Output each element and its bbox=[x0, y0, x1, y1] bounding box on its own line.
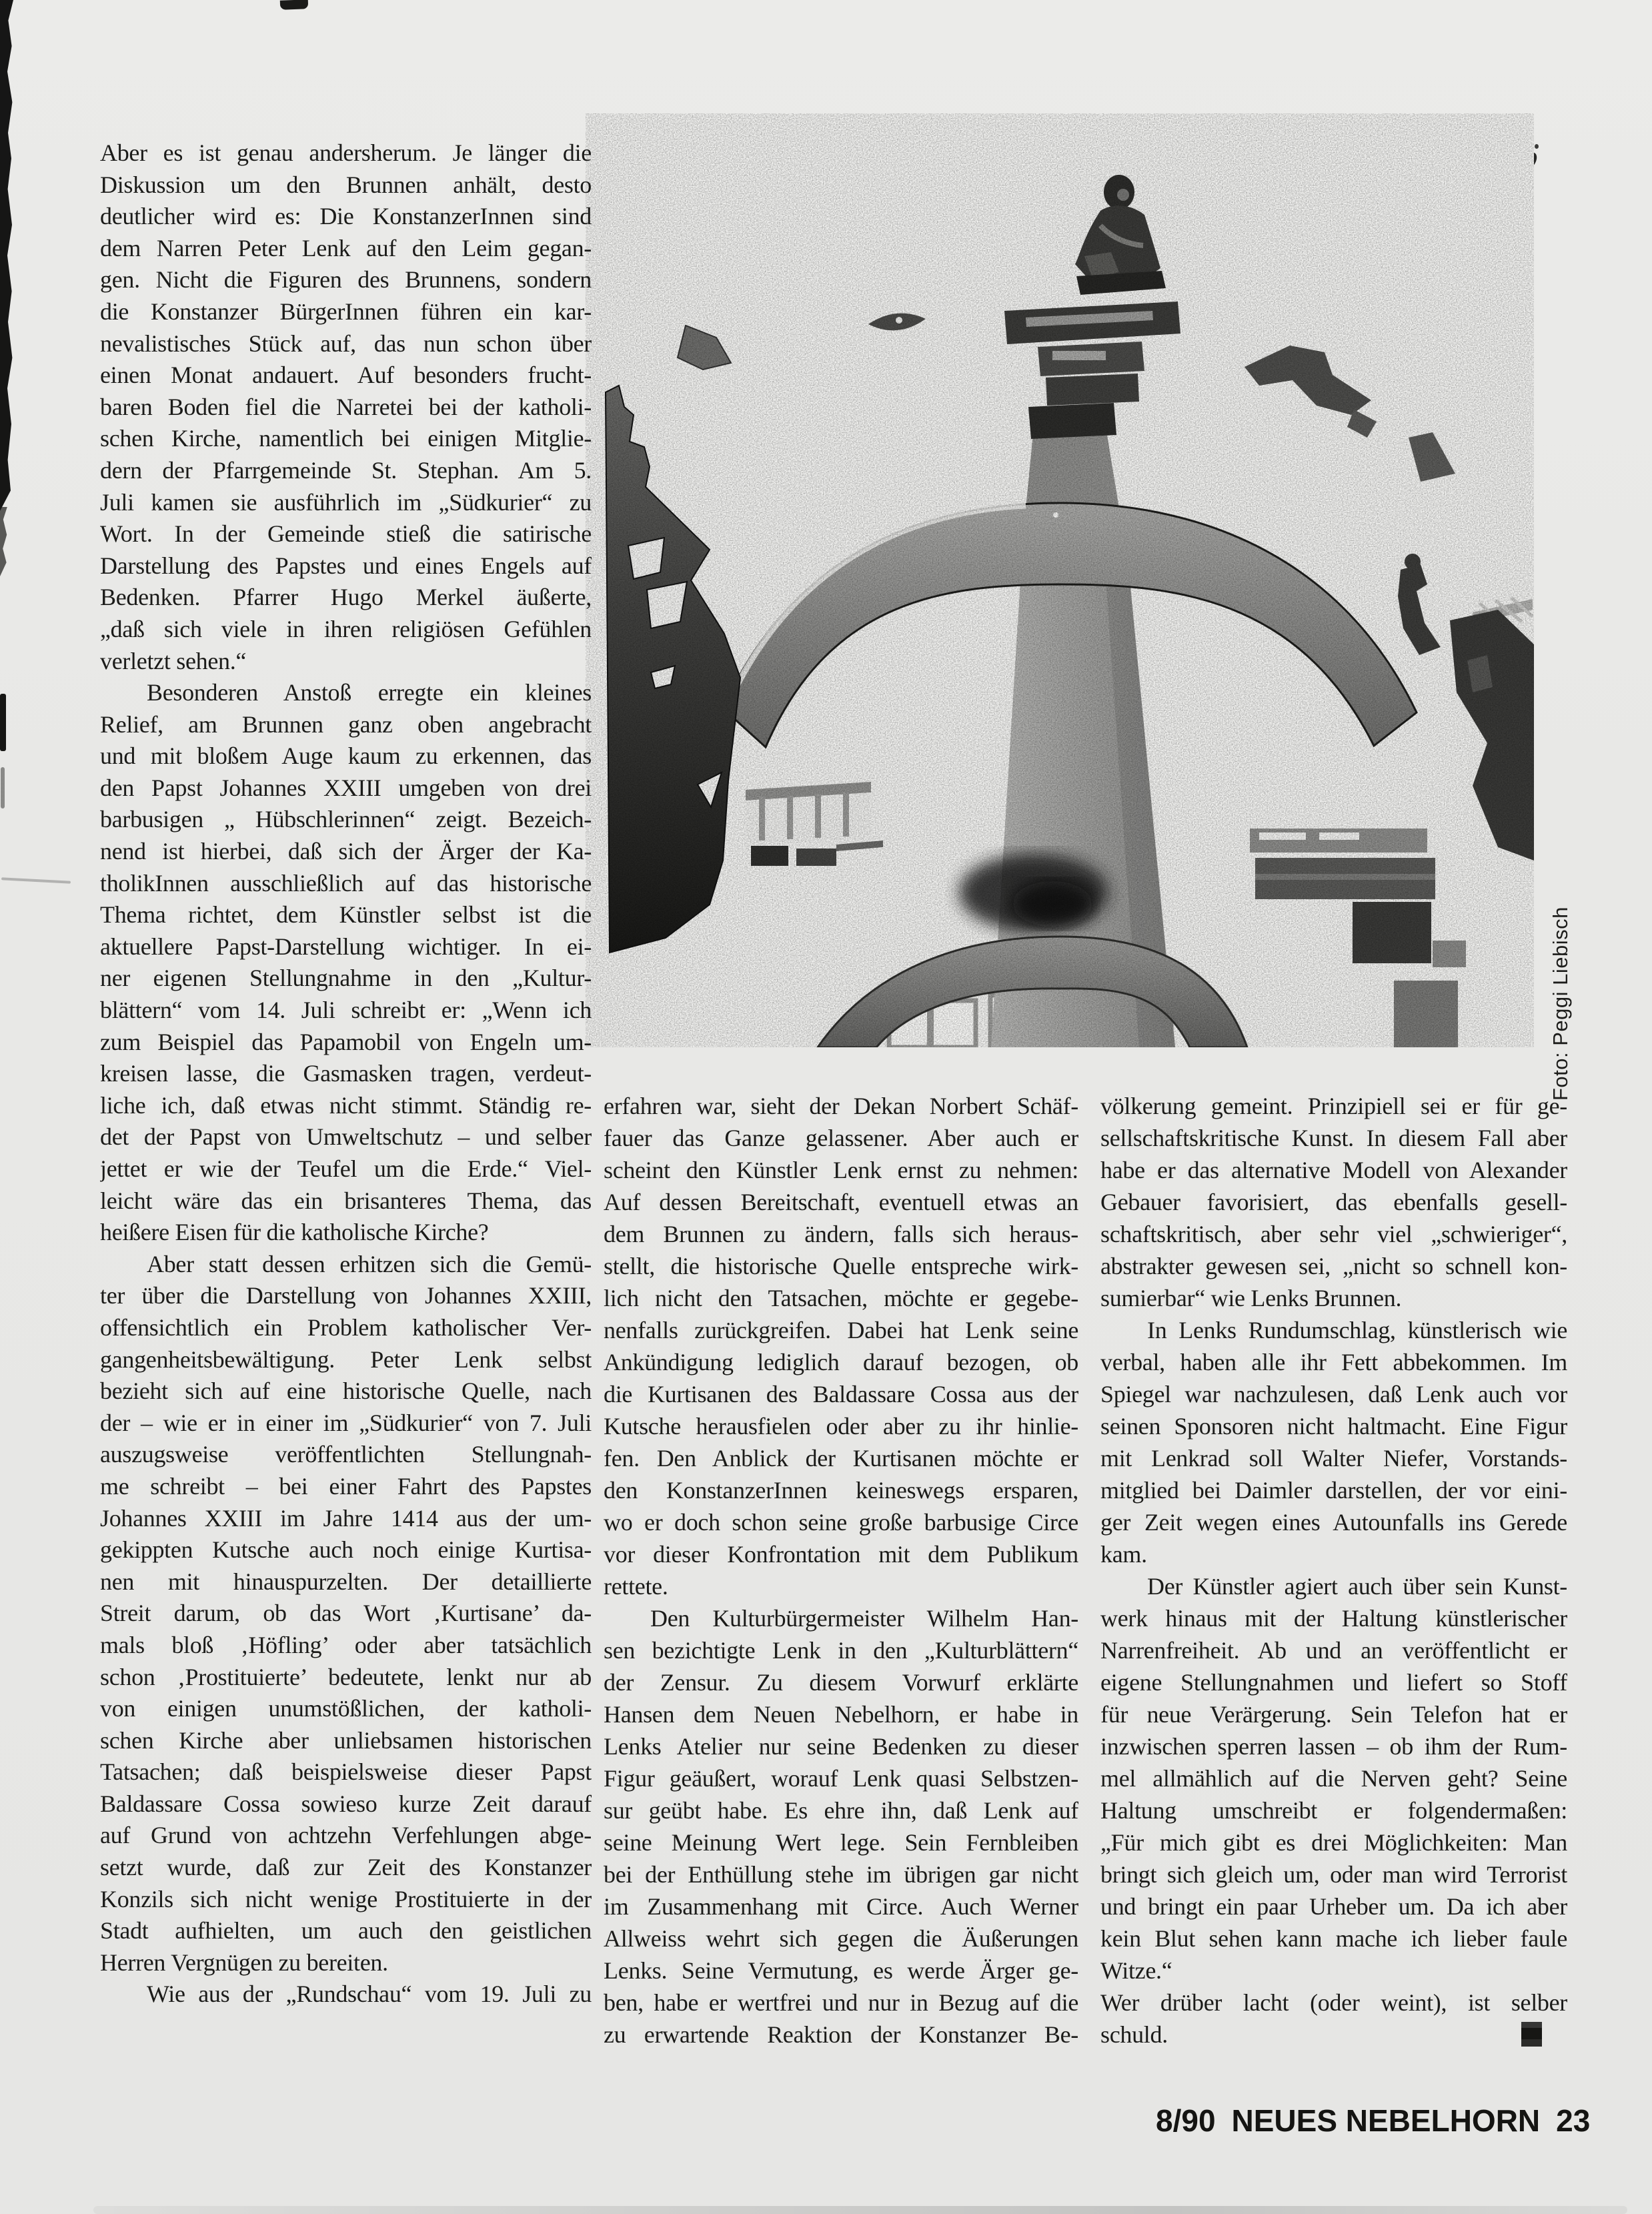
fountain-photo bbox=[586, 113, 1534, 1047]
scan-scratch-artifact bbox=[1, 877, 71, 883]
text-line: mel allmählich auf die Nerven geht? Seine bbox=[1100, 1765, 1567, 1792]
text-line: blättern“ vom 14. Juli schreibt er: „Wenn ich bbox=[100, 997, 592, 1024]
text-line: Johannes XXIII im Jahre 1414 aus der um- bbox=[100, 1504, 592, 1532]
text-line: leicht wäre das ein brisanteres Thema, das bbox=[100, 1187, 592, 1214]
article-column-3 bbox=[1100, 1090, 1567, 2051]
text-line: schen Kirche aber unliebsamen historischen bbox=[100, 1726, 592, 1754]
text-line: auszugsweise veröffentlichten Stellungnah- bbox=[100, 1441, 592, 1468]
text-line: baren Boden fiel die Narretei bei der katholi- bbox=[100, 393, 592, 420]
text-line: nen mit hinauspurzelten. Der detaillierte bbox=[100, 1568, 592, 1595]
photo-credit: Foto: Peggi Liebisch bbox=[1549, 907, 1572, 1101]
text-line: auf Grund von achtzehn Verfehlungen abge- bbox=[100, 1822, 592, 1849]
text-line: jettet er wie der Teufel um die Erde.“ Viel- bbox=[100, 1155, 592, 1182]
text-line: Juli kamen sie ausführlich im „Südkurier“ zu bbox=[100, 488, 592, 516]
text-line: lich nicht den Tatsachen, möchte er gegebe- bbox=[604, 1285, 1078, 1311]
footer-magazine-title: NEUES NEBELHORN bbox=[1231, 2103, 1541, 2138]
text-line: mit Lenkrad soll Walter Niefer, Vorstands- bbox=[1100, 1445, 1567, 1472]
text-line: ner eigenen Stellungnahme in den „Kultur- bbox=[100, 965, 592, 992]
text-line: Tatsachen; daß beispielsweise dieser Papst bbox=[100, 1758, 592, 1786]
text-line: fauer das Ganze gelassener. Aber auch er bbox=[604, 1125, 1078, 1151]
text-line: Kutsche herausfielen oder aber zu ihr hinlie- bbox=[604, 1413, 1078, 1440]
text-line: ter über die Darstellung von Johannes XXIII, bbox=[100, 1282, 592, 1309]
text-line: sellschaftskritische Kunst. In diesem Fall aber bbox=[1100, 1125, 1567, 1151]
text-line: Wer drüber lacht (oder weint), ist selber bbox=[1100, 1989, 1567, 2016]
text-line: tholikInnen ausschließlich auf das historische bbox=[100, 869, 592, 897]
text-line: dem Brunnen zu ändern, falls sich heraus- bbox=[604, 1221, 1078, 1247]
text-line: Herren Vergnügen zu bereiten. bbox=[100, 1949, 388, 1976]
text-line: Narrenfreiheit. Ab und an veröffentlicht er bbox=[1100, 1637, 1567, 1664]
text-line: fen. Den Anblick der Kurtisanen möchte er bbox=[604, 1445, 1078, 1472]
text-line: der – wie er in einer im „Südkurier“ von 7. Juli bbox=[100, 1409, 592, 1436]
text-line: ger Zeit wegen eines Autounfalls ins Gerede bbox=[1100, 1509, 1567, 1536]
text-line: inzwischen sperren lassen – ob ihm der Rum- bbox=[1100, 1733, 1567, 1760]
text-line: sumierbar“ wie Lenks Brunnen. bbox=[1100, 1285, 1402, 1311]
text-line: scheint den Künstler Lenk ernst zu nehmen: bbox=[604, 1157, 1078, 1183]
text-line: me schreibt – bei einer Fahrt des Papstes bbox=[100, 1472, 592, 1500]
text-line: Hansen dem Neuen Nebelhorn, er habe in bbox=[604, 1701, 1078, 1728]
text-line: Relief, am Brunnen ganz oben angebracht bbox=[100, 710, 592, 738]
text-line: habe er das alternative Modell von Alexander bbox=[1100, 1157, 1567, 1183]
scan-edge-artifact bbox=[0, 507, 8, 576]
text-line: Auf dessen Bereitschaft, eventuell etwas an bbox=[604, 1189, 1078, 1215]
text-line: Baldassare Cossa sowieso kurze Zeit darauf bbox=[100, 1790, 592, 1817]
text-line: Thema richtet, dem Künstler selbst ist die bbox=[100, 901, 592, 929]
article-column-1 bbox=[100, 137, 592, 2011]
text-line: die Kurtisanen des Baldassare Cossa aus der bbox=[604, 1381, 1078, 1408]
text-line: Der Künstler agiert auch über sein Kunst- bbox=[1147, 1573, 1567, 1600]
photo-grain bbox=[586, 113, 1534, 1047]
scan-edge-artifact bbox=[0, 694, 6, 751]
text-line: abstrakter gewesen sei, „nicht so schnell kon- bbox=[1100, 1253, 1567, 1279]
text-line: zu erwartende Reaktion der Konstanzer Be- bbox=[604, 2021, 1078, 2048]
text-line: schen Kirche, namentlich bei einigen Mitglie- bbox=[100, 425, 592, 452]
scan-edge-artifact bbox=[280, 0, 308, 10]
text-line: Den Kulturbürgermeister Wilhelm Han- bbox=[650, 1605, 1078, 1632]
text-line: bezieht sich auf eine historische Quelle, nach bbox=[100, 1377, 592, 1405]
text-line: Figur geäußert, worauf Lenk quasi Selbstzen- bbox=[604, 1765, 1078, 1792]
page-footer bbox=[1156, 2103, 1591, 2139]
text-line: mitglied bei Daimler darstellen, der vor eini- bbox=[1100, 1477, 1567, 1504]
text-line: eigene Stellungnahmen und liefert so Stoff bbox=[1100, 1669, 1567, 1696]
text-line: setzt wurde, daß zur Zeit des Konstanzer bbox=[100, 1854, 592, 1881]
footer-page-number: 23 bbox=[1556, 2103, 1591, 2138]
text-line: gekippten Kutsche auch noch einige Kurtisa- bbox=[100, 1536, 592, 1564]
text-line: seinen Sponsoren nicht haltmacht. Eine Figur bbox=[1100, 1413, 1567, 1440]
text-line: Diskussion um den Brunnen anhält, desto bbox=[100, 171, 592, 198]
article-column-2 bbox=[604, 1090, 1078, 2051]
text-line: Aber es ist genau andersherum. Je länger die bbox=[100, 139, 592, 166]
text-line: Lenks. Seine Vermutung, es werde Ärger ge- bbox=[604, 1957, 1078, 1984]
text-line: kreisen lasse, die Gasmasken tragen, verdeut- bbox=[100, 1060, 592, 1087]
text-line: Allweiss wehrt sich gegen die Äußerungen bbox=[604, 1925, 1078, 1952]
text-line: aktuellere Papst-Darstellung wichtiger. In ei- bbox=[100, 933, 592, 960]
text-line: völkerung gemeint. Prinzipiell sei er für ge- bbox=[1100, 1093, 1567, 1119]
text-line: schon ‚Prostituierte’ bedeutete, lenkt nur ab bbox=[100, 1663, 592, 1690]
text-line: zum Beispiel das Papamobil von Engeln um- bbox=[100, 1028, 592, 1055]
text-line: von einigen unumstößlichen, der katholi- bbox=[100, 1695, 592, 1722]
text-line: „Für mich gibt es drei Möglichkeiten: Man bbox=[1100, 1829, 1567, 1856]
text-line: die Konstanzer BürgerInnen führen ein kar- bbox=[100, 298, 592, 325]
scan-edge-artifact bbox=[1, 767, 5, 808]
text-line: Stadt aufhielten, um auch den geistlichen bbox=[100, 1917, 592, 1945]
text-line: Streit darum, ob das Wort ‚Kurtisane’ da- bbox=[100, 1600, 592, 1627]
text-line: „daß sich viele in ihren religiösen Gefühlen bbox=[100, 615, 592, 642]
footer-issue: 8/90 bbox=[1156, 2103, 1216, 2138]
text-line: einen Monat andauert. Auf besonders frucht- bbox=[100, 362, 592, 389]
text-line: Aber statt dessen erhitzen sich die Gemü- bbox=[147, 1250, 592, 1277]
text-line: schuld. bbox=[1100, 2019, 1567, 2051]
text-line: sur geübt habe. Es ehre ihn, daß Lenk auf bbox=[604, 1797, 1078, 1824]
text-line: vor dieser Konfrontation mit dem Publikum bbox=[604, 1541, 1078, 1568]
text-line: nenfalls zurückgreifen. Dabei hat Lenk seine bbox=[604, 1317, 1078, 1343]
text-line: seine Meinung Wert lege. Sein Fernbleiben bbox=[604, 1829, 1078, 1856]
text-line: ben, habe er wertfrei und nur in Bezug auf die bbox=[604, 1989, 1078, 2016]
ink-speck bbox=[1535, 144, 1539, 149]
text-line: dern der Pfarrgemeinde St. Stephan. Am 5. bbox=[100, 456, 592, 484]
text-line: Haltung umschreibt er folgendermaßen: bbox=[1100, 1797, 1567, 1824]
text-line: Wort. In der Gemeinde stieß die satirische bbox=[100, 520, 592, 548]
text-line: Konzils sich nicht wenige Prostituierte in der bbox=[100, 1885, 592, 1912]
text-line: und mit bloßem Auge kaum zu erkennen, das bbox=[100, 742, 592, 770]
text-line: sen bezichtigte Lenk in den „Kulturblättern“ bbox=[604, 1637, 1078, 1664]
scan-edge-artifact bbox=[93, 2206, 1627, 2214]
text-line: Darstellung des Papstes und eines Engels auf bbox=[100, 552, 592, 579]
text-line: offensichtlich ein Problem katholischer Ver- bbox=[100, 1313, 592, 1341]
text-line: Ankündigung lediglich darauf bezogen, ob bbox=[604, 1349, 1078, 1375]
text-line: det der Papst von Umweltschutz – und selber bbox=[100, 1123, 592, 1151]
text-line: wo er doch schon seine große barbusige Circe bbox=[604, 1509, 1078, 1536]
text-line: Besonderen Anstoß erregte ein kleines bbox=[147, 679, 592, 706]
text-line: erfahren war, sieht der Dekan Norbert Schäf- bbox=[604, 1093, 1078, 1119]
text-line: verbal, haben alle ihr Fett abbekommen. Im bbox=[1100, 1349, 1567, 1375]
text-line: deutlicher wird es: Die KonstanzerInnen sind bbox=[100, 203, 592, 230]
text-line: heißere Eisen für die katholische Kirche? bbox=[100, 1219, 489, 1246]
text-line: Bedenken. Pfarrer Hugo Merkel äußerte, bbox=[100, 584, 592, 611]
text-line: Wie aus der „Rundschau“ vom 19. Juli zu bbox=[147, 1981, 592, 2008]
scan-edge-artifact bbox=[0, 0, 13, 511]
text-line: werk hinaus mit der Haltung künstlerischer bbox=[1100, 1605, 1567, 1632]
text-line: rettete. bbox=[604, 1573, 668, 1600]
text-line: mals bloß ‚Höfling’ oder aber tatsächlich bbox=[100, 1631, 592, 1658]
text-line: den Papst Johannes XXIII umgeben von drei bbox=[100, 774, 592, 801]
text-line: barbusigen „ Hübschlerinnen“ zeigt. Bezeich- bbox=[100, 806, 592, 833]
text-line: der Zensur. Zu diesem Vorwurf erklärte bbox=[604, 1669, 1078, 1696]
text-line: liche ich, daß etwas nicht stimmt. Ständig re- bbox=[100, 1091, 592, 1119]
text-line: schaftskritisch, aber sehr viel „schwieriger“, bbox=[1100, 1221, 1567, 1247]
text-line: bringt sich gleich um, oder man wird Terrorist bbox=[1100, 1861, 1567, 1888]
text-line: Lenks Atelier nur seine Bedenken zu dieser bbox=[604, 1733, 1078, 1760]
text-line: bei der Enthüllung stehe im übrigen gar nicht bbox=[604, 1861, 1078, 1888]
text-line: den KonstanzerInnen keineswegs ersparen, bbox=[604, 1477, 1078, 1504]
text-line: im Zusammenhang mit Circe. Auch Werner bbox=[604, 1893, 1078, 1920]
text-line: Gebauer favorisiert, das ebenfalls gesell- bbox=[1100, 1189, 1567, 1215]
text-line: dem Narren Peter Lenk auf den Leim gegan- bbox=[100, 234, 592, 261]
text-line: stellt, die historische Quelle entspreche wirk- bbox=[604, 1253, 1078, 1279]
text-line: für neue Verärgerung. Sein Telefon hat er bbox=[1100, 1701, 1567, 1728]
text-line: In Lenks Rundumschlag, künstlerisch wie bbox=[1147, 1317, 1567, 1343]
text-line: verletzt sehen.“ bbox=[100, 647, 247, 674]
text-line: nevalistisches Stück auf, das nun schon über bbox=[100, 330, 592, 357]
text-line: kam. bbox=[1100, 1541, 1147, 1568]
text-line: kein Blut sehen kann mache ich lieber faule bbox=[1100, 1925, 1567, 1952]
text-line: Spiegel war nachzulesen, daß Lenk auch vor bbox=[1100, 1381, 1567, 1408]
text-line: nend ist hierbei, daß sich der Ärger der Ka- bbox=[100, 838, 592, 865]
text-line: und bringt ein paar Urheber um. Da ich aber bbox=[1100, 1893, 1567, 1920]
text-line: gangenheitsbewältigung. Peter Lenk selbst bbox=[100, 1345, 592, 1373]
end-of-article-mark bbox=[1521, 2022, 1542, 2047]
text-line: Witze.“ bbox=[1100, 1957, 1172, 1984]
text-line: gen. Nicht die Figuren des Brunnens, sondern bbox=[100, 266, 592, 294]
